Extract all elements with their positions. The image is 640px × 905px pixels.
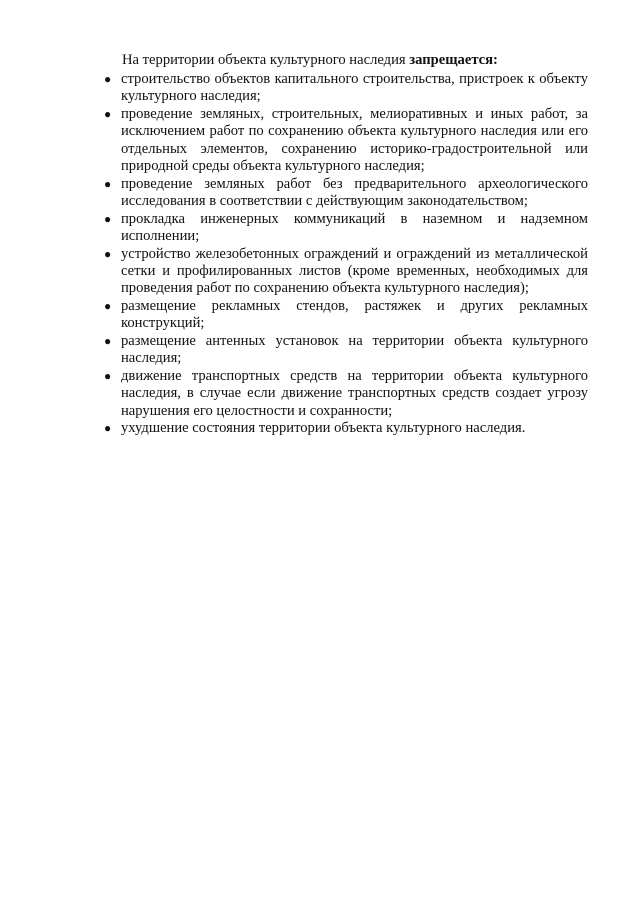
bullet-icon: ● bbox=[104, 211, 112, 226]
list-item-text: устройство железобетонных ограждений и ограждений из металлической сетки и профилированных листов (кроме временных, необходимых для проведения работ по сохранению объекта культурного наследия); bbox=[121, 245, 588, 297]
list-item-text: прокладка инженерных коммуникаций в наземном и надземном исполнении; bbox=[121, 210, 588, 245]
bullet-icon: ● bbox=[104, 176, 112, 191]
bullet-icon: ● bbox=[104, 246, 112, 261]
list-item bbox=[104, 420, 588, 437]
bullet-icon: ● bbox=[104, 72, 112, 86]
list-item bbox=[104, 246, 588, 298]
list-item bbox=[104, 71, 588, 106]
bullet-icon: ● bbox=[104, 106, 112, 121]
bullet-icon: ● bbox=[104, 421, 112, 436]
intro-emphasis: запрещается: bbox=[409, 52, 498, 68]
bullet-icon: ● bbox=[104, 298, 112, 313]
list-item-text: размещение антенных установок на территории объекта культурного наследия; bbox=[121, 332, 588, 367]
intro-text: На территории объекта культурного наследия bbox=[122, 52, 410, 68]
list-item-text: строительство объектов капитального строительства, пристроек к объекту культурного наследия; bbox=[121, 71, 588, 105]
intro-paragraph bbox=[122, 52, 592, 69]
bullet-icon: ● bbox=[104, 368, 112, 383]
list-item-text: проведение земляных работ без предварительного археологического исследования в соответствии с действующим законодательством; bbox=[121, 175, 588, 210]
list-item-text: движение транспортных средств на территории объекта культурного наследия, в случае если движение транспортных средств создает угрозу нарушения его целостности и сохранности; bbox=[121, 367, 588, 419]
list-item bbox=[104, 176, 588, 211]
list-item-text: проведение земляных, строительных, мелиоративных и иных работ, за исключением работ по сохранению объекта культурного наследия или его отдельных элементов, сохранению историко-градостроительной или природной среды объекта культурного наследия; bbox=[121, 105, 588, 175]
list-item-text: размещение рекламных стендов, растяжек и других рекламных конструкций; bbox=[121, 297, 588, 332]
list-item-text: ухудшение состояния территории объекта культурного наследия. bbox=[121, 420, 526, 437]
prohibited-activities-list bbox=[104, 71, 588, 438]
list-item bbox=[104, 211, 588, 246]
list-item bbox=[104, 298, 588, 333]
list-item bbox=[104, 106, 588, 176]
bullet-icon: ● bbox=[104, 333, 112, 348]
list-item bbox=[104, 333, 588, 368]
list-item bbox=[104, 368, 588, 420]
